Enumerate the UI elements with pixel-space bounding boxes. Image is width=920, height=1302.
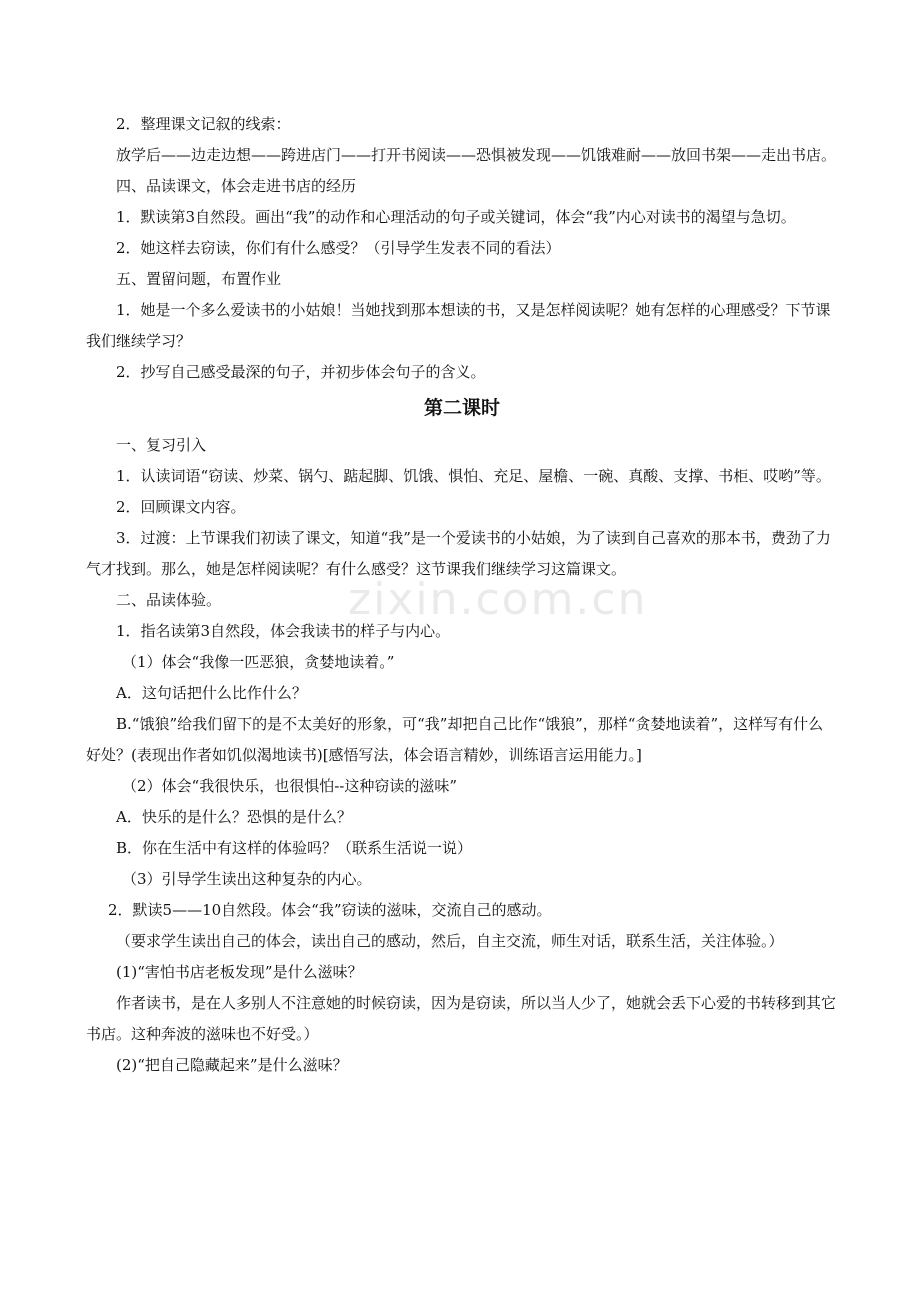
- watermark: zixin.com.cn: [348, 574, 648, 625]
- paragraph: B.“饿狼”给我们留下的是不太美好的形象，可“我”却把自己比作“饿狼”，那样“贪婪地读着”，这样写有什么好处？(表现出作者如饥似渴地读书)[感悟写法，体会语言精妙，训练语言运用能力。]: [86, 715, 824, 764]
- document-body: [86, 109, 838, 1081]
- paragraph: （3）引导学生读出这种复杂的内心。: [122, 870, 372, 888]
- paragraph: A．快乐的是什么？恐惧的是什么？: [116, 808, 352, 826]
- heading-section-two: 二、品读体验。: [116, 591, 222, 609]
- paragraph: （要求学生读出自己的体会，读出自己的感动，然后，自主交流，师生对话，联系生活，关注体验。）: [116, 932, 784, 950]
- paragraph: (2)“把自己隐藏起来”是什么滋味？: [116, 1056, 348, 1074]
- paragraph: 2．回顾课文内容。: [116, 498, 246, 516]
- paragraph: 1．她是一个多么爱读书的小姑娘！当她找到那本想读的书，又是怎样阅读呢？她有怎样的心理感受？下节课我们继续学习？: [86, 301, 831, 350]
- paragraph: 放学后——边走边想——跨进店门——打开书阅读——恐惧被发现——饥饿难耐——放回书架——走出书店。: [116, 146, 837, 164]
- paragraph: 2．整理课文记叙的线索：: [116, 115, 291, 133]
- paragraph: 2．她这样去窃读，你们有什么感受？（引导学生发表不同的看法）: [116, 239, 561, 257]
- section-title: 第二课时: [423, 397, 500, 419]
- paragraph: 2．默读5——10自然段。体会“我”窃读的滋味，交流自己的感动。: [108, 901, 552, 919]
- paragraph: 1．指名读第3自然段，体会我读书的样子与内心。: [116, 622, 451, 640]
- paragraph: (1)“害怕书店老板发现”是什么滋味？: [116, 963, 363, 981]
- heading-section-one: 一、复习引入: [116, 436, 207, 454]
- paragraph: 3．过渡：上节课我们初读了课文，知道“我”是一个爱读书的小姑娘，为了读到自己喜欢的那本书，费劲了力气才找到。那么，她是怎样阅读呢？有什么感受？这节课我们继续学习这篇课文。: [86, 529, 831, 578]
- paragraph: 1．默读第3自然段。画出“我”的动作和心理活动的句子或关键词，体会“我”内心对读书的渴望与急切。: [116, 208, 796, 226]
- paragraph: （1）体会“我像一匹恶狼，贪婪地读着。”: [122, 653, 395, 671]
- heading-section-five: 五、置留问题，布置作业: [116, 270, 282, 288]
- paragraph: A．这句话把什么比作什么？: [116, 684, 307, 702]
- paragraph: （2）体会“我很快乐，也很惧怕--这种窃读的滋味”: [122, 777, 458, 795]
- paragraph: B．你在生活中有这样的体验吗？（联系生活说一说）: [116, 839, 473, 857]
- heading-section-four: 四、品读课文，体会走进书店的经历: [116, 177, 357, 195]
- paragraph: 2．抄写自己感受最深的句子，并初步体会句子的含义。: [116, 363, 486, 381]
- paragraph: 1．认读词语“窃读、炒菜、锅勺、踮起脚、饥饿、惧怕、充足、屋檐、一碗、真酸、支撑、书柜、哎哟”等。: [116, 467, 831, 485]
- paragraph: 作者读书，是在人多别人不注意她的时候窃读，因为是窃读，所以当人少了，她就会丢下心爱的书转移到其它书店。这种奔波的滋味也不好受。）: [86, 994, 837, 1043]
